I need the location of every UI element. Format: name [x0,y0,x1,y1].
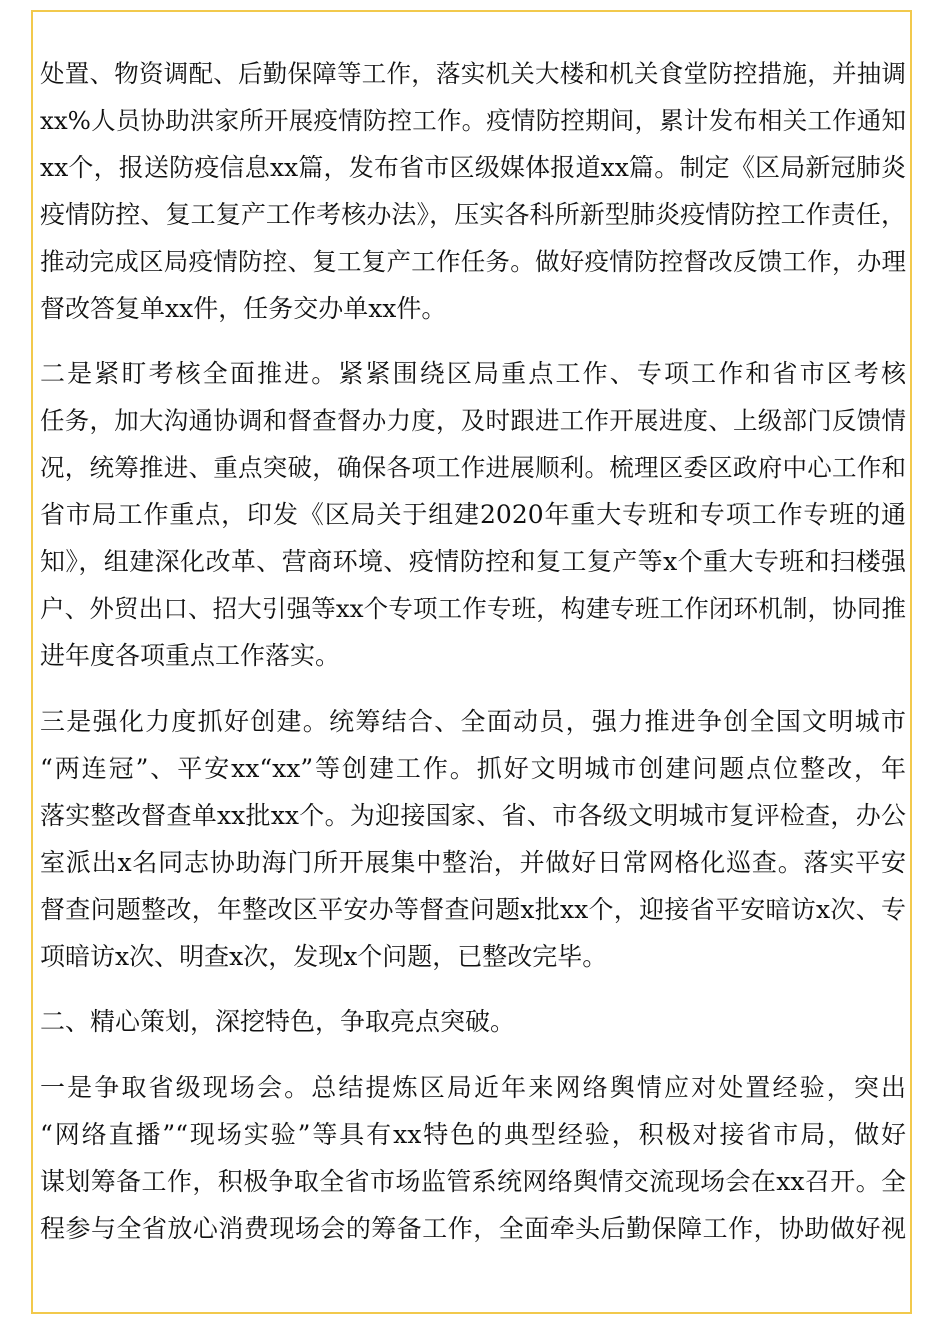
section-heading: 二、精心策划，深挖特色，争取亮点突破。 [40,1007,516,1036]
text-line: 督查问题整改，年整改区平安办等督查问题x批xx个，迎接省平安暗访x次、专 [40,895,906,924]
text-line: 一是争取省级现场会。总结提炼区局近年来网络舆情应对处置经验，突出 [40,1073,906,1102]
text-line: xx个，报送防疫信息xx篇，发布省市区级媒体报道xx篇。制定《区局新冠肺炎 [40,153,906,182]
text-line: 督改答复单xx件，任务交办单xx件。 [40,294,447,323]
text-line: 疫情防控、复工复产工作考核办法》，压实各科所新型肺炎疫情防控工作责任， [40,200,906,229]
text-line: 户、外贸出口、招大引强等xx个专项工作专班，构建专班工作闭环机制，协同推 [40,594,906,623]
text-line: 省市局工作重点，印发《区局关于组建2020年重大专班和专项工作专班的通 [40,500,906,529]
text-line: “网络直播”“现场实验”等具有xx特色的典型经验，积极对接省市局，做好 [40,1120,906,1149]
text-line: 三是强化力度抓好创建。统筹结合、全面动员，强力推进争创全国文明城市 [40,707,906,736]
text-line: 二是紧盯考核全面推进。紧紧围绕区局重点工作、专项工作和省市区考核 [40,359,906,388]
text-line: 项暗访x次、明查x次，发现x个问题，已整改完毕。 [40,942,608,971]
text-line: 推动完成区局疫情防控、复工复产工作任务。做好疫情防控督改反馈工作，办理 [40,247,906,276]
text-line: 知》，组建深化改革、营商环境、疫情防控和复工复产等x个重大专班和扫楼强 [40,547,906,576]
text-line: 谋划筹备工作，积极争取全省市场监管系统网络舆情交流现场会在xx召开。全 [40,1167,906,1196]
text-line: 任务，加大沟通协调和督查督办力度，及时跟进工作开展进度、上级部门反馈情 [40,406,906,435]
text-line: “两连冠”、平安xx“xx”等创建工作。抓好文明城市创建问题点位整改，年 [40,754,906,783]
text-line: 处置、物资调配、后勤保障等工作，落实机关大楼和机关食堂防控措施，并抽调 [40,59,906,88]
text-line: 进年度各项重点工作落实。 [40,641,341,670]
text-line: 程参与全省放心消费现场会的筹备工作，全面牵头后勤保障工作，协助做好视 [40,1214,906,1243]
text-line: 室派出x名同志协助海门所开展集中整治，并做好日常网格化巡查。落实平安 [40,848,906,877]
text-line: xx%人员协助洪家所开展疫情防控工作。疫情防控期间，累计发布相关工作通知 [40,106,906,135]
text-line: 落实整改督查单xx批xx个。为迎接国家、省、市各级文明城市复评检查，办公 [40,801,906,830]
text-line: 况，统筹推进、重点突破，确保各项工作进展顺利。梳理区委区政府中心工作和 [40,453,906,482]
